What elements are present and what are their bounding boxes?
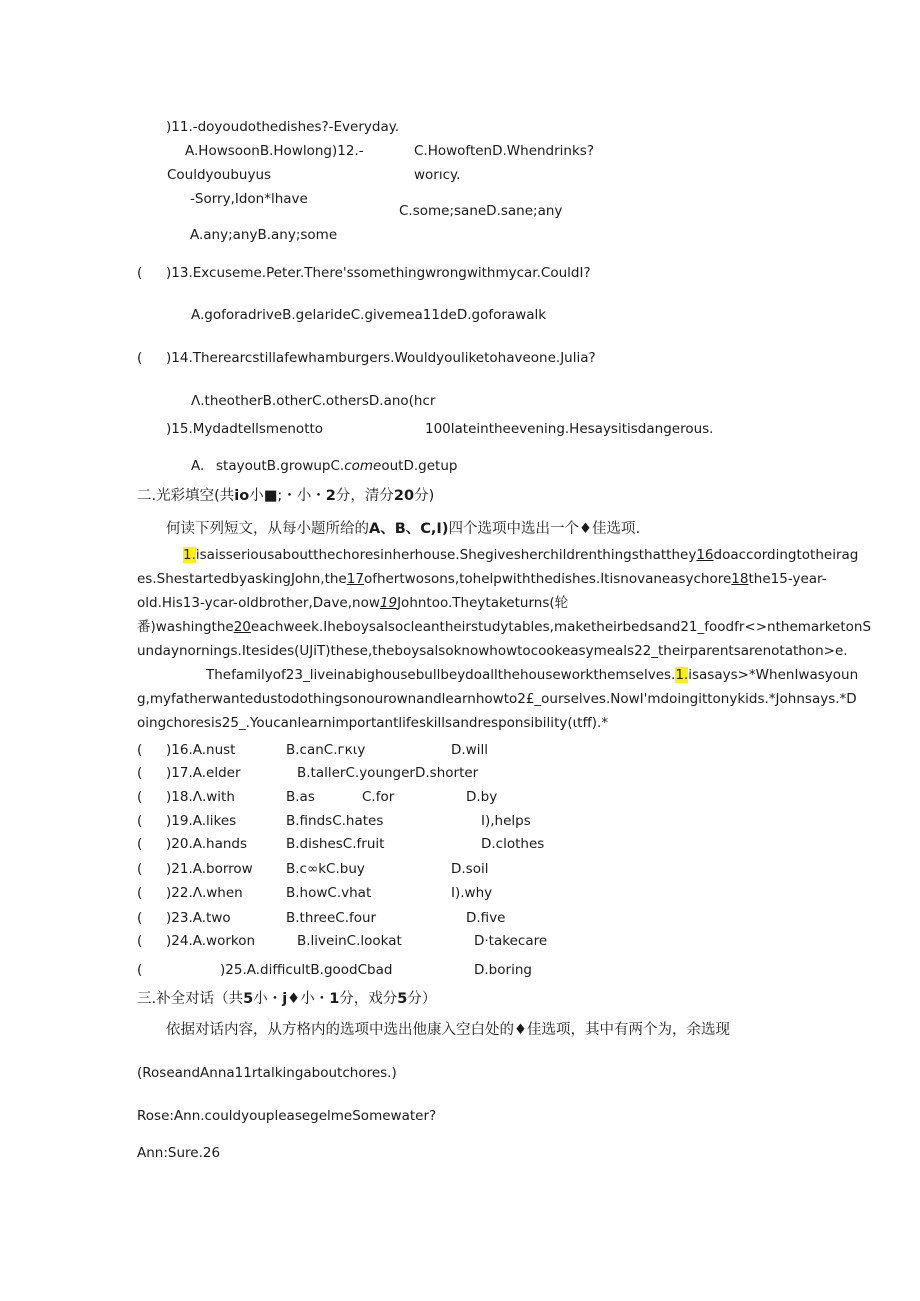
option-row-d: D.clothes [481,836,545,852]
option-row-paren: ( [137,765,143,781]
option-row-a: )18.Λ.with [166,789,235,805]
q11-options-ab: A.HowsoonB.Howlong)12.- [185,143,364,159]
q13-stem: )13.Excuseme.Peter.There'ssomethingwrongwithmycar.CouldI? [166,265,591,281]
option-row-d: D·takecare [474,933,548,949]
option-row-paren: ( [137,789,143,805]
cloze-line-2: es.ShestartedbyaskingJohn,the17ofhertwosons,tohelpwiththedishes.Itisnovaneasychore18the15-year- [137,571,827,587]
q14-options: Λ.theotherB.otherC.othersD.ano(hcr [191,393,436,409]
option-row-b: B.threeC.four [286,910,377,926]
cloze-line-4: 番)washingthe20eachweek.Ihebоуsalsocleantheirstudytables,maketheirbedsand21_foodfr<>nthemarketonS [137,619,872,635]
cloze-line-8: oingchoresis25_.Youcanlearnimportantlifeskillsandresponsibility(ιtff).* [137,715,609,731]
q12-reply: -Sorry,Idon*lhave [190,191,308,207]
q13-options: A.goforadriveB.gelarideC.givemea11deD.goforawalk [191,307,547,323]
cloze-line-3: old.His13-ycar-oldbrother,Dave,now19Johntoo.Theytaketurns(轮 [137,595,569,611]
q11-stem: )11.-doyoudothedishes?-Everyday. [166,119,400,135]
cloze-line-1: 1.isaisseriousaboutthechoresinherhouse.Shegivesherchildrenthingsthatthey16doaccordingtotheirag [183,547,859,563]
q14-paren: ( [137,350,143,366]
dialog-context: (RoseandAnna11rtalkingaboutchores.) [137,1065,397,1081]
option-row-d: I).why [451,885,493,901]
option-row-d: D.by [466,789,498,805]
q15-option-a-letter: A. [191,458,205,474]
dialog-instructions: 依据对话内容，从方格内的选项中选出他康入空白处的♦佳选项，其中有两个为，余选现 [166,1022,730,1038]
option-row-b: B.dishesC.fruit [286,836,385,852]
option-row-b: B.as [286,789,315,805]
q12-options-ab: A.any;anyB.any;some [190,227,338,243]
q11-options-cd: C.HowoftenD.Whendrinks? [414,143,594,159]
option-row-paren: ( [137,933,143,949]
option-row-a: )19.A.likes [166,813,237,829]
option-row-b: B.tallerC.youngerD.shorter [297,765,479,781]
option-row-paren: ( [137,742,143,758]
cloze-line-5: undaynornings.Itesides(UJiT)these,theboysalsoknowhowtocookeasymeals22_theirparentsarenotathon>e. [137,643,848,659]
option-row-b: B.howC.vhat [286,885,372,901]
option-row-a: )17.A.elder [166,765,241,781]
cloze-line-7: g,myfatherwantedustodothingsonourownandlearnhowto2£_ourselves.NowI'mdoingittonykids.*Johnsays.*D [137,691,857,707]
option-row-b: B.canC.гкιу [286,742,366,758]
q14-stem: )14.Therearcstillafewhamburgers.Wouldyouliketohaveone.Julia? [166,350,596,366]
q12-stem-b: worıcy. [414,167,461,183]
option-row-paren: ( [137,962,143,978]
option-row-b: B.findsC.hates [286,813,384,829]
option-row-paren: ( [137,885,143,901]
option-row-d: D.five [466,910,506,926]
option-row-d: D.soil [451,861,489,877]
option-row-a: )21.A.borrow [166,861,253,877]
cloze-line-6: Thefamilyof23_liveinabighousebullbeydoallthehouseworkthemselves.1.isasays>*WhenIwasyoun [206,667,859,683]
option-row-paren: ( [137,910,143,926]
dialog-line-rose: Rose:Ann.couldyoupleasegelmeSomewater? [137,1108,437,1124]
option-row-a: )23.A.two [166,910,231,926]
q15-stem-a: )15.Mydadtellsmenotto [166,421,324,437]
option-row-a: )22.Λ.when [166,885,243,901]
q12-options-cd: C.some;saneD.sane;any [399,203,563,219]
option-row-paren: ( [137,861,143,877]
q15-stem-b: 100lateintheevening.Hesaysitisdangerous. [425,421,714,437]
dialog-line-ann: Ann:Sure.26 [137,1145,221,1161]
option-row-d: I),helps [481,813,531,829]
option-row-b: B.c∞kC.buy [286,861,365,877]
q12-stem-a: Couldyoubuyus [167,167,272,183]
q13-paren: ( [137,265,143,281]
option-row-a: )16.A.nust [166,742,236,758]
dialog-heading: 三.补全对话（共5小・j♦小・1分，戏分5分） [137,991,437,1007]
option-row-a: )25.A.difficultB.goodCbad [220,962,393,978]
cloze-instructions: 何读下列短文，从每小题所给的A、B、C,I)四个选项中选出一个♦佳选项. [166,521,641,537]
cloze-heading: 二.光彩填空(共io小■;・小・2分，清分20分) [137,488,435,504]
q15-options: stayoutB.growupC.comeoutD.getup [216,458,458,474]
option-row-paren: ( [137,813,143,829]
option-row-d: D.boring [474,962,532,978]
option-row-c: C.for [362,789,395,805]
option-row-a: )24.A.workon [166,933,256,949]
option-row-paren: ( [137,836,143,852]
option-row-b: B.liveinC.lookat [297,933,402,949]
option-row-d: D.will [451,742,488,758]
option-row-a: )20.A.hands [166,836,248,852]
